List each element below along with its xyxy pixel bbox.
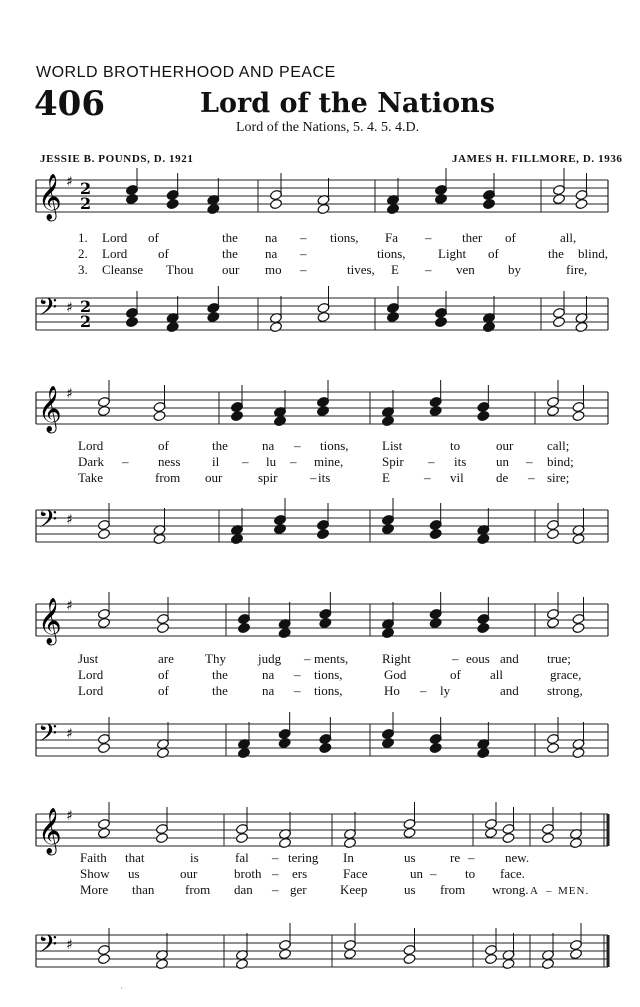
note-head xyxy=(237,622,250,633)
note-head xyxy=(230,410,243,421)
lyric-syllable: the xyxy=(222,230,238,245)
lyric-syllable: un xyxy=(410,866,423,881)
lyric-syllable: Lord xyxy=(78,667,104,682)
note-head xyxy=(273,523,286,534)
lyric-syllable: A xyxy=(530,885,539,897)
lyric-syllable: na xyxy=(262,667,275,682)
lyric-syllable: and xyxy=(500,683,519,698)
lyric-syllable: In xyxy=(343,850,354,865)
note-head xyxy=(502,958,515,969)
note-head xyxy=(153,533,166,544)
note-head xyxy=(546,405,559,416)
lyric-syllable: wrong. xyxy=(492,882,529,897)
lyric-syllable: and xyxy=(500,651,519,666)
lyric-syllable: More xyxy=(80,882,109,897)
lyric-syllable: Lord xyxy=(102,246,128,261)
lyric-syllable: fal xyxy=(235,850,249,865)
verse-line-2 xyxy=(80,866,525,881)
lyric-syllable: – xyxy=(242,454,249,469)
sharp-icon: ♯ xyxy=(66,386,73,402)
sharp-icon: ♯ xyxy=(66,512,73,528)
time-signature: 2 xyxy=(80,297,92,316)
note-head xyxy=(434,193,447,204)
lyric-syllable: ers xyxy=(292,866,308,881)
lyric-syllable: de xyxy=(496,470,509,485)
lyric-syllable: our xyxy=(496,438,514,453)
lyric-syllable: – xyxy=(425,230,432,245)
lyric-syllable: – xyxy=(272,882,279,897)
lyric-syllable: our xyxy=(222,262,240,277)
note-head xyxy=(97,742,110,753)
verse-line-2 xyxy=(78,667,581,682)
lyric-syllable: the xyxy=(222,246,238,261)
verse-line-3 xyxy=(78,683,583,698)
lyric-syllable: ther xyxy=(462,230,483,245)
note-head xyxy=(434,316,447,327)
lyric-syllable: Ho xyxy=(384,683,400,698)
lyric-syllable: 3. xyxy=(78,262,88,277)
lyric-syllable: ments, xyxy=(314,651,349,666)
lyric-syllable: bind; xyxy=(547,454,574,469)
lyric-syllable: of xyxy=(158,683,169,698)
note-head xyxy=(156,622,169,633)
lyric-syllable: – xyxy=(272,866,279,881)
verse-line-2 xyxy=(78,246,608,261)
note-head xyxy=(273,415,286,426)
note-head xyxy=(156,747,169,758)
note-head xyxy=(403,953,416,964)
lyric-syllable: un xyxy=(496,454,509,469)
lyric-syllable: strong, xyxy=(547,683,583,698)
lyric-syllable: – xyxy=(420,683,427,698)
lyric-syllable: na xyxy=(265,230,278,245)
note-head xyxy=(97,617,110,628)
note-head xyxy=(477,533,490,544)
note-head xyxy=(541,832,554,843)
time-signature: 2 xyxy=(80,194,92,213)
note-head xyxy=(575,321,588,332)
lyric-syllable: tions, xyxy=(314,667,343,682)
treble-clef-icon: 𝄞 xyxy=(38,386,62,432)
lyric-syllable: than xyxy=(132,882,155,897)
sharp-icon: ♯ xyxy=(66,174,73,190)
note-head xyxy=(381,415,394,426)
note-head xyxy=(541,958,554,969)
lyric-syllable: Dark xyxy=(78,454,104,469)
note-head xyxy=(429,405,442,416)
lyric-syllable: from xyxy=(155,470,181,485)
lyric-syllable: – xyxy=(300,230,307,245)
lyric-syllable: MEN. xyxy=(558,885,590,897)
treble-clef-icon: 𝄞 xyxy=(38,808,62,854)
lyric-syllable: – xyxy=(272,850,279,865)
note-head xyxy=(343,837,356,848)
lyric-syllable: tions, xyxy=(377,246,406,261)
lyric-syllable: Faith xyxy=(80,850,107,865)
note-head xyxy=(386,203,399,214)
verse-line-1 xyxy=(80,850,529,865)
lyric-syllable: the xyxy=(212,438,228,453)
lyric-syllable: tions, xyxy=(314,683,343,698)
lyric-syllable: na xyxy=(262,683,275,698)
note-head xyxy=(477,622,490,633)
lyric-syllable: us xyxy=(404,850,416,865)
treble-clef-icon: 𝄞 xyxy=(38,598,62,644)
lyric-syllable: E xyxy=(382,470,390,485)
lyric-syllable: ven xyxy=(456,262,475,277)
lyric-syllable: sire; xyxy=(547,470,570,485)
note-head xyxy=(125,193,138,204)
note-head xyxy=(575,198,588,209)
bass-clef-icon: 𝄢 xyxy=(38,930,58,965)
lyric-syllable: Face xyxy=(343,866,368,881)
composer-credit: JAMES H. FILLMORE, D. 1936 xyxy=(452,153,623,165)
note-head xyxy=(269,198,282,209)
note-head xyxy=(207,203,220,214)
note-head xyxy=(502,832,515,843)
lyric-syllable: Thou xyxy=(166,262,194,277)
lyric-syllable: na xyxy=(262,438,275,453)
note-head xyxy=(572,533,585,544)
lyric-syllable: – xyxy=(300,246,307,261)
lyric-syllable: – xyxy=(294,667,301,682)
verse-line-2 xyxy=(78,454,574,469)
lyric-syllable: Show xyxy=(80,866,110,881)
lyric-syllable: ly xyxy=(440,683,451,698)
bass-staff xyxy=(36,930,608,967)
note-head xyxy=(207,311,220,322)
bass-clef-icon: 𝄢 xyxy=(38,719,58,754)
lyric-syllable: grace, xyxy=(550,667,582,682)
lyric-syllable: the xyxy=(212,683,228,698)
lyric-syllable: judg xyxy=(258,651,282,666)
lyric-syllable: 2. xyxy=(78,246,88,261)
note-head xyxy=(319,742,332,753)
lyric-syllable: – xyxy=(528,470,535,485)
lyric-syllable: broth xyxy=(234,866,262,881)
lyric-syllable: its xyxy=(318,470,331,485)
verse-line-1 xyxy=(78,651,571,666)
note-head xyxy=(482,198,495,209)
lyric-syllable: Fa xyxy=(385,230,398,245)
verse-line-3 xyxy=(78,470,569,485)
verse-line-1 xyxy=(78,230,576,245)
lyric-syllable: – xyxy=(300,262,307,277)
lyric-syllable: of xyxy=(158,246,169,261)
lyric-syllable: Thy xyxy=(205,651,226,666)
lyric-syllable: – xyxy=(424,470,431,485)
note-head xyxy=(572,622,585,633)
lyric-syllable: by xyxy=(508,262,521,277)
lyric-syllable: our xyxy=(205,470,223,485)
lyric-syllable: of xyxy=(158,438,169,453)
note-head xyxy=(317,203,330,214)
note-head xyxy=(319,617,332,628)
lyric-syllable: to xyxy=(450,438,461,453)
lyric-syllable: tions, xyxy=(330,230,359,245)
lyric-syllable: E xyxy=(391,262,399,277)
time-signature: 2 xyxy=(80,312,92,331)
lyric-syllable: God xyxy=(384,667,407,682)
lyric-syllable: Lord xyxy=(78,438,104,453)
lyric-syllable: Take xyxy=(78,470,104,485)
lyric-syllable: mine, xyxy=(314,454,344,469)
note-head xyxy=(97,953,110,964)
note-head xyxy=(97,528,110,539)
note-head xyxy=(125,316,138,327)
lyric-syllable: – xyxy=(122,454,129,469)
lyric-syllable: from xyxy=(185,882,211,897)
bass-clef-icon: 𝄢 xyxy=(38,293,58,328)
lyric-syllable: that xyxy=(125,850,145,865)
lyric-syllable: face. xyxy=(500,866,525,881)
treble-clef-icon: 𝄞 xyxy=(38,174,62,220)
lyric-syllable: are xyxy=(158,651,174,666)
lyric-syllable: Lord xyxy=(102,230,128,245)
note-head xyxy=(429,617,442,628)
note-head xyxy=(278,837,291,848)
lyric-syllable: – xyxy=(430,866,437,881)
lyric-syllable: of xyxy=(158,667,169,682)
lyric-syllable: of xyxy=(505,230,516,245)
lyric-syllable: Just xyxy=(78,651,99,666)
note-head xyxy=(166,198,179,209)
note-head xyxy=(316,405,329,416)
lyric-syllable: – xyxy=(468,850,475,865)
lyric-syllable: of xyxy=(148,230,159,245)
lyric-syllable: Lord xyxy=(78,683,104,698)
hymn-number: 406 xyxy=(34,84,105,124)
note-head xyxy=(552,193,565,204)
note-head xyxy=(569,948,582,959)
lyric-syllable: mo xyxy=(265,262,282,277)
lyric-syllable: Spir xyxy=(382,454,404,469)
verse-line-3 xyxy=(80,882,589,897)
note-head xyxy=(278,737,291,748)
lyric-syllable: spir xyxy=(258,470,278,485)
lyric-syllable: – xyxy=(526,454,533,469)
lyric-syllable: tering xyxy=(288,850,319,865)
note-head xyxy=(230,533,243,544)
lyric-syllable: Cleanse xyxy=(102,262,144,277)
lyric-syllable: tions, xyxy=(320,438,349,453)
lyric-syllable: us xyxy=(128,866,140,881)
lyric-syllable: Light xyxy=(438,246,467,261)
note-head xyxy=(484,827,497,838)
section-title: WORLD BROTHERHOOD AND PEACE xyxy=(36,64,336,81)
lyric-syllable: all, xyxy=(560,230,577,245)
lyric-syllable: ness xyxy=(158,454,181,469)
sharp-icon: ♯ xyxy=(66,726,73,742)
lyric-syllable: tives, xyxy=(347,262,375,277)
note-head xyxy=(343,948,356,959)
time-signature: 2 xyxy=(80,179,92,198)
footnote-mark: · xyxy=(120,984,123,994)
note-head xyxy=(278,627,291,638)
note-head xyxy=(155,832,168,843)
lyric-syllable: eous xyxy=(466,651,490,666)
note-head xyxy=(546,742,559,753)
lyric-syllable: vil xyxy=(450,470,464,485)
lyric-syllable: to xyxy=(465,866,476,881)
lyric-syllable: its xyxy=(454,454,467,469)
lyric-syllable: us xyxy=(404,882,416,897)
lyric-syllable: – xyxy=(290,454,297,469)
author-credit: JESSIE B. POUNDS, D. 1921 xyxy=(40,153,194,165)
lyric-syllable: from xyxy=(440,882,466,897)
note-head xyxy=(317,311,330,322)
lyric-syllable: our xyxy=(180,866,198,881)
sharp-icon: ♯ xyxy=(66,598,73,614)
note-head xyxy=(429,528,442,539)
lyric-syllable: – xyxy=(304,651,311,666)
treble-staff xyxy=(36,808,608,856)
lyric-syllable: the xyxy=(212,667,228,682)
lyric-syllable: ger xyxy=(290,882,307,897)
lyric-syllable: of xyxy=(450,667,461,682)
lyric-syllable: fire, xyxy=(566,262,588,277)
lyric-syllable: – xyxy=(310,470,317,485)
note-head xyxy=(235,832,248,843)
lyric-syllable: re xyxy=(450,850,461,865)
lyric-syllable: List xyxy=(382,438,403,453)
note-head xyxy=(155,958,168,969)
note-head xyxy=(572,410,585,421)
note-head xyxy=(381,737,394,748)
note-head xyxy=(484,953,497,964)
note-head xyxy=(386,311,399,322)
note-head xyxy=(546,617,559,628)
note-head xyxy=(97,827,110,838)
bass-clef-icon: 𝄢 xyxy=(38,505,58,540)
hymn-title: Lord of the Nations xyxy=(200,88,495,119)
note-head xyxy=(572,747,585,758)
lyric-syllable: the xyxy=(548,246,564,261)
lyric-syllable: – xyxy=(428,454,435,469)
lyric-syllable: lu xyxy=(266,454,277,469)
lyric-syllable: na xyxy=(265,246,278,261)
lyric-syllable: new. xyxy=(505,850,530,865)
lyric-syllable: Keep xyxy=(340,882,368,897)
note-head xyxy=(477,747,490,758)
note-head xyxy=(237,747,250,758)
note-head xyxy=(546,528,559,539)
note-head xyxy=(482,321,495,332)
lyric-syllable: – xyxy=(294,683,301,698)
lyric-syllable: all xyxy=(490,667,503,682)
lyric-syllable: of xyxy=(488,246,499,261)
lyric-syllable: is xyxy=(190,850,199,865)
lyric-syllable: blind, xyxy=(578,246,608,261)
lyric-syllable: call; xyxy=(547,438,570,453)
sharp-icon: ♯ xyxy=(66,808,73,824)
lyric-syllable: true; xyxy=(547,651,571,666)
verse-line-3 xyxy=(78,262,587,277)
note-head xyxy=(477,410,490,421)
lyric-syllable: – xyxy=(425,262,432,277)
tune-meter-line: Lord of the Nations, 5. 4. 5. 4.D. xyxy=(236,120,420,135)
sharp-icon: ♯ xyxy=(66,300,73,316)
lyric-syllable: – xyxy=(452,651,459,666)
sharp-icon: ♯ xyxy=(66,937,73,953)
note-head xyxy=(235,958,248,969)
note-head xyxy=(381,523,394,534)
lyric-syllable: – xyxy=(546,885,553,897)
lyric-syllable: Right xyxy=(382,651,411,666)
lyric-syllable: – xyxy=(294,438,301,453)
verse-line-1 xyxy=(78,438,569,453)
lyric-syllable: il xyxy=(212,454,220,469)
note-head xyxy=(569,837,582,848)
note-head xyxy=(269,321,282,332)
note-head xyxy=(166,321,179,332)
lyric-syllable: 1. xyxy=(78,230,88,245)
note-head xyxy=(153,410,166,421)
lyric-syllable: dan xyxy=(234,882,253,897)
note-head xyxy=(97,405,110,416)
note-head xyxy=(429,742,442,753)
note-head xyxy=(278,948,291,959)
note-head xyxy=(403,827,416,838)
note-head xyxy=(552,316,565,327)
note-head xyxy=(381,627,394,638)
note-head xyxy=(316,528,329,539)
